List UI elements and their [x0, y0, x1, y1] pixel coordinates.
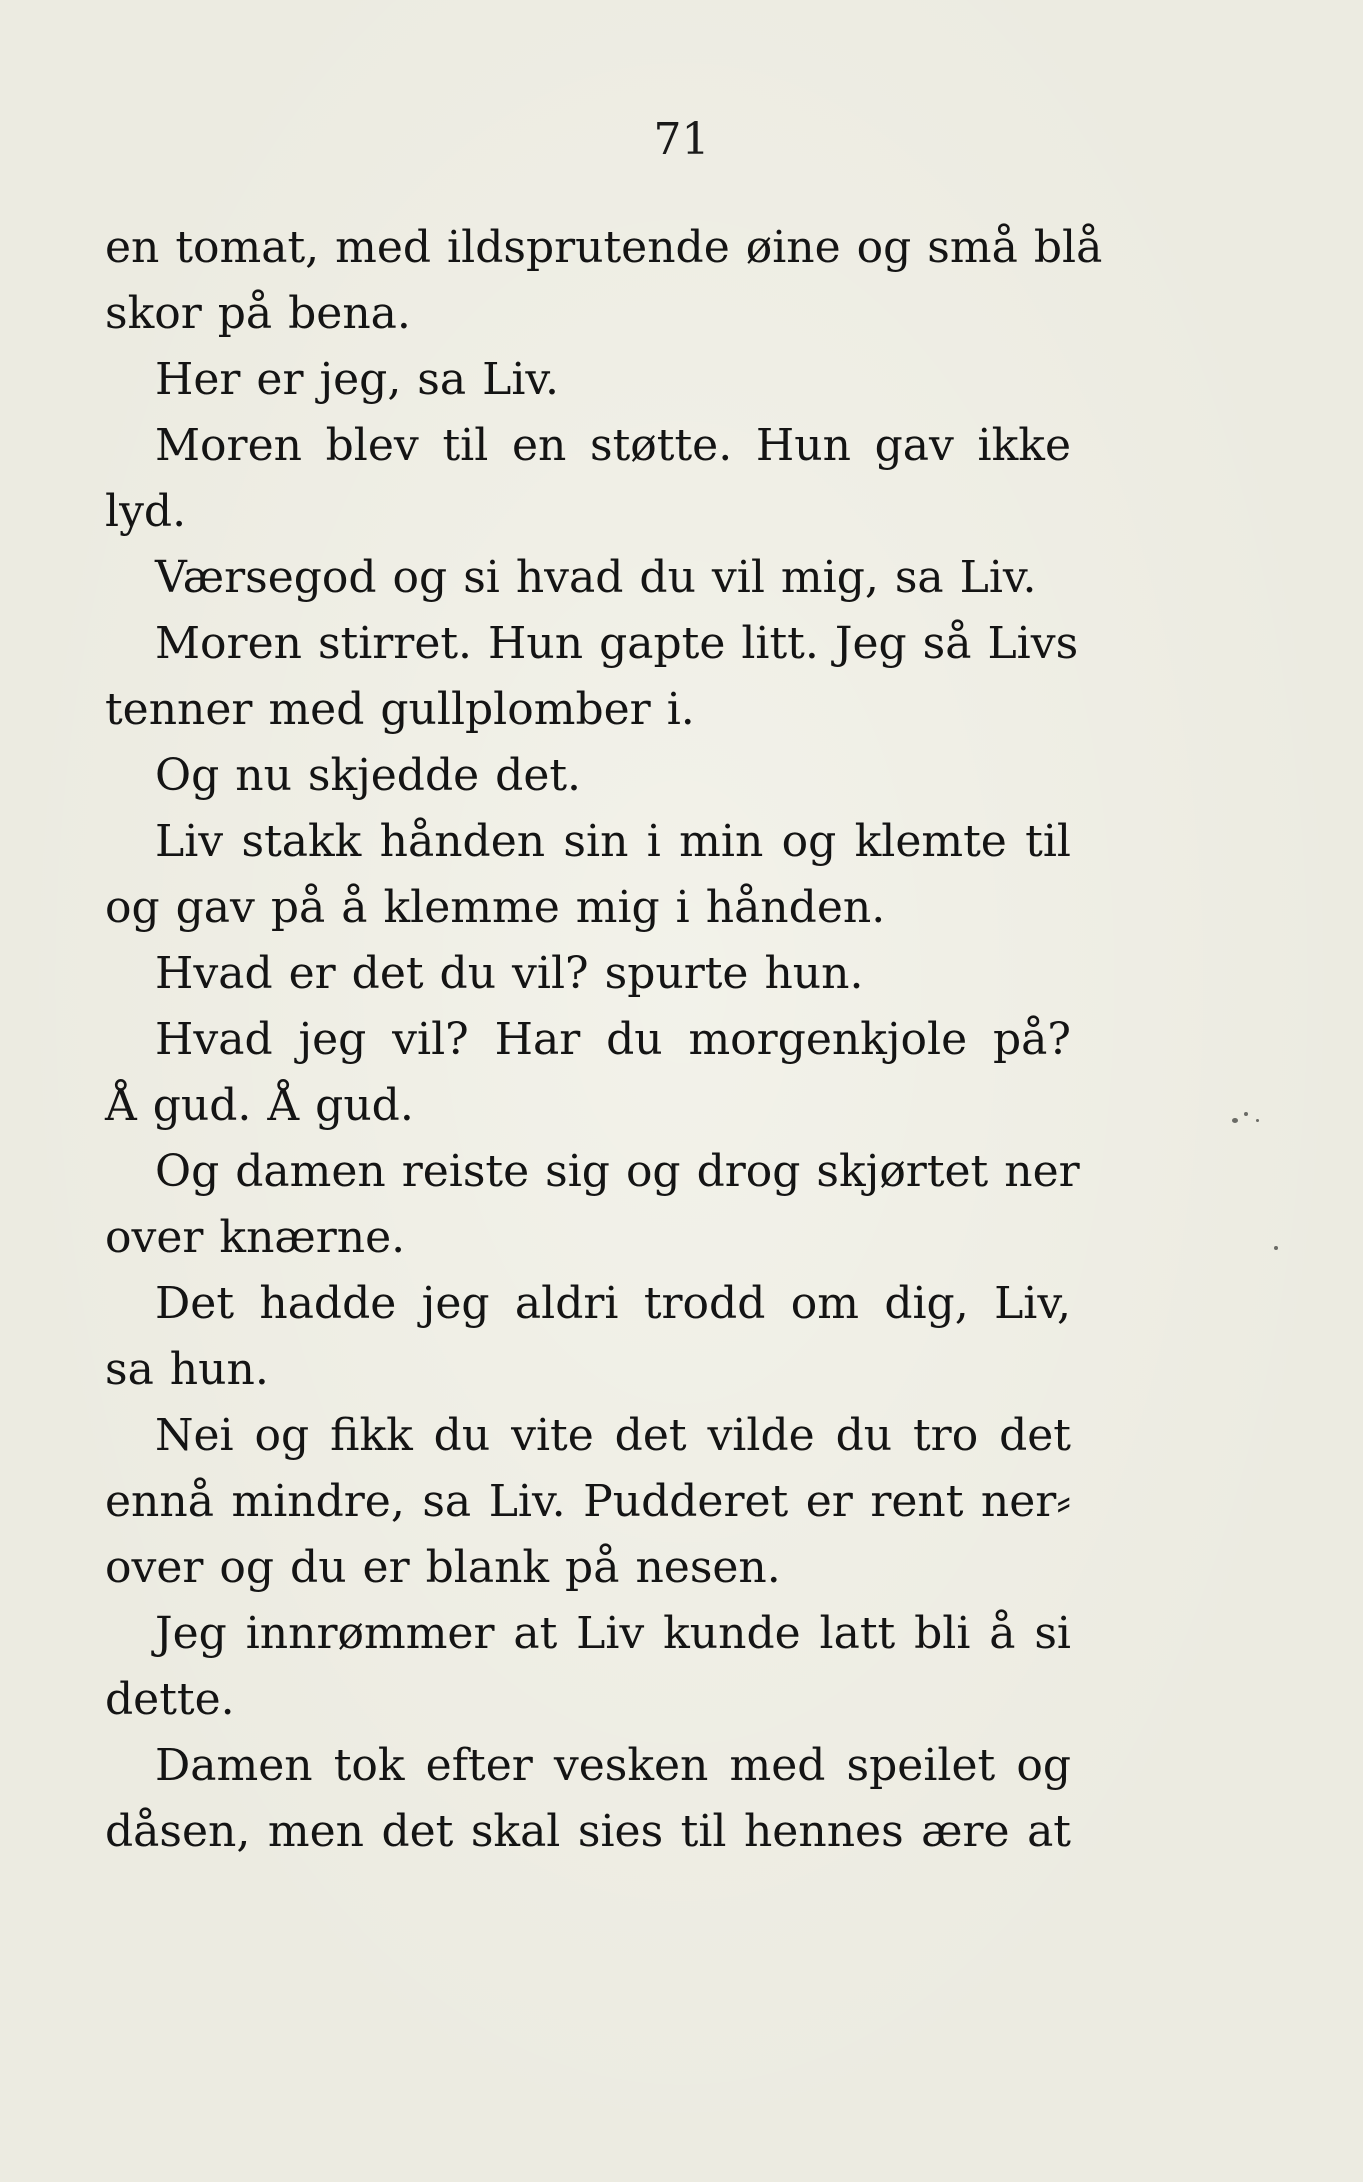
text-line: Damen tok efter vesken med speilet og — [155, 1740, 1071, 1791]
text-line: Hvad jeg vil? Har du morgenkjole på? — [155, 1014, 1071, 1065]
text-line: Det hadde jeg aldri trodd om dig, Liv, — [155, 1278, 1071, 1329]
body-text — [105, 215, 1103, 1865]
text-line: Værsegod og si hvad du vil mig, sa Liv. — [155, 552, 1037, 603]
text-line: og gav på å klemme mig i hånden. — [105, 882, 886, 933]
text-line: ennå mindre, sa Liv. Pudderet er rent ner⸗ — [105, 1476, 1071, 1527]
text-line: dette. — [105, 1674, 235, 1725]
text-line: Og damen reiste sig og drog skjørtet ner — [155, 1146, 1080, 1197]
text-line: Hvad er det du vil? spurte hun. — [155, 948, 864, 999]
text-line: lyd. — [105, 486, 187, 537]
ink-speck — [1244, 1112, 1248, 1116]
text-line: Å gud. Å gud. — [105, 1080, 414, 1131]
text-line: sa hun. — [105, 1344, 269, 1395]
text-line: tenner med gullplomber i. — [105, 684, 695, 735]
text-line: dåsen, men det skal sies til hennes ære at — [105, 1806, 1071, 1857]
text-line: Jeg innrømmer at Liv kunde latt bli å si — [155, 1608, 1071, 1659]
ink-speck — [1232, 1118, 1238, 1123]
text-line: Liv stakk hånden sin i min og klemte til — [155, 816, 1071, 867]
text-line: Nei og fikk du vite det vilde du tro det — [155, 1410, 1071, 1461]
text-line: skor på bena. — [105, 288, 411, 339]
text-line: Moren blev til en støtte. Hun gav ikke — [155, 420, 1071, 471]
ink-speck — [1256, 1119, 1259, 1122]
text-line: Her er jeg, sa Liv. — [155, 354, 560, 405]
text-line: Og nu skjedde det. — [155, 750, 582, 801]
ink-speck — [1274, 1246, 1278, 1250]
text-line: en tomat, med ildsprutende øine og små blå — [105, 222, 1103, 273]
text-line: over og du er blank på nesen. — [105, 1542, 781, 1593]
text-line: over knærne. — [105, 1212, 406, 1263]
text-line: Moren stirret. Hun gapte litt. Jeg så Livs — [155, 618, 1079, 669]
page-number: 71 — [653, 114, 710, 165]
